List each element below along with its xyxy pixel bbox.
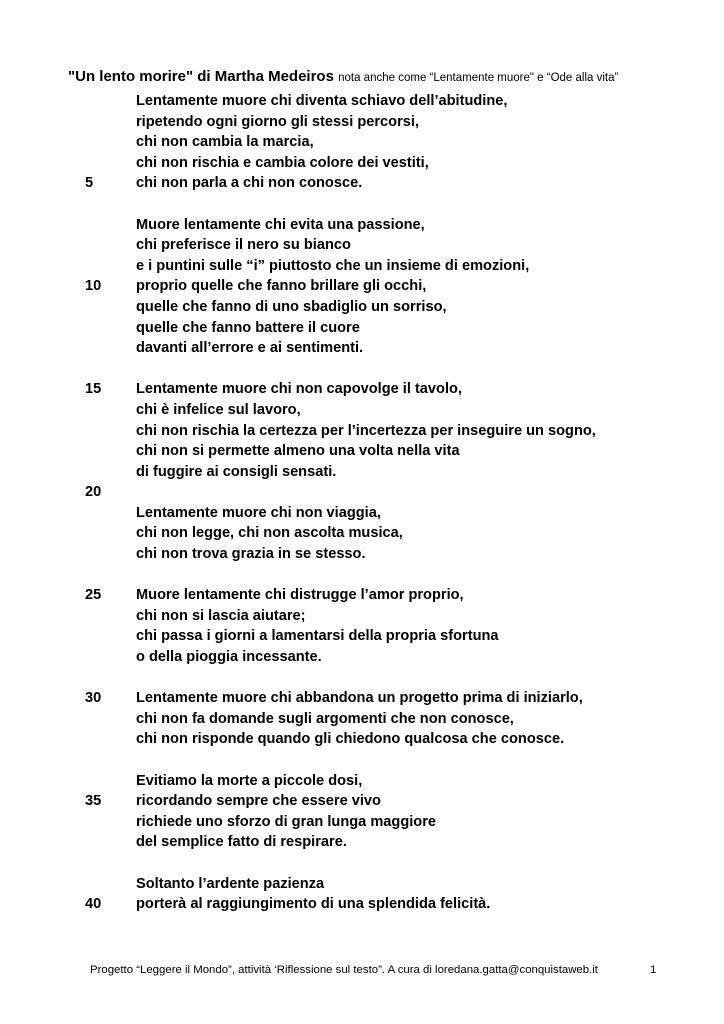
poem-line <box>0 668 724 689</box>
poem-line <box>0 338 724 359</box>
poem-line <box>0 112 724 133</box>
poem-line <box>0 565 724 586</box>
line-text: chi preferisce il nero su bianco <box>136 237 351 254</box>
poem-line <box>0 276 724 297</box>
line-text: quelle che fanno battere il cuore <box>136 319 360 336</box>
line-text: ripetendo ogni giorno gli stessi percorsi, <box>136 113 419 130</box>
footer-text: Progetto “Leggere il Mondo”, attività ‘Riflessione sul testo”. A cura di loredana.gatta@conquistaweb.it <box>90 964 598 976</box>
line-text: chi passa i giorni a lamentarsi della propria sfortuna <box>136 628 499 645</box>
poem-line <box>0 359 724 380</box>
poem-line <box>0 812 724 833</box>
document-title <box>68 68 708 85</box>
poem-line <box>0 235 724 256</box>
line-number: 25 <box>85 587 102 604</box>
line-text: Lentamente muore chi diventa schiavo dell’abitudine, <box>136 93 508 109</box>
line-number: 30 <box>85 690 102 707</box>
poem-line <box>0 379 724 400</box>
poem-line <box>0 482 724 503</box>
line-text: chi non fa domande sugli argomenti che non conosce, <box>136 710 514 727</box>
poem-line <box>0 585 724 606</box>
poem-line <box>0 523 724 544</box>
line-text: chi non si permette almeno una volta nella vita <box>136 443 460 460</box>
line-text: e i puntini sulle “i” piuttosto che un insieme di emozioni, <box>136 257 530 274</box>
poem-line <box>0 606 724 627</box>
line-text: del semplice fatto di respirare. <box>136 834 347 851</box>
page-footer <box>90 964 690 976</box>
title-note: nota anche come “Lentamente muore" e “Ode alla vita” <box>338 72 619 84</box>
line-text: porterà al raggiungimento di una splendida felicità. <box>136 896 491 913</box>
line-number: 20 <box>85 484 102 501</box>
poem-title: "Un lento morire" di Martha Medeiros <box>68 68 334 85</box>
poem-line <box>0 132 724 153</box>
poem-line <box>0 173 724 194</box>
poem-line <box>0 215 724 236</box>
poem-line <box>0 874 724 895</box>
poem-line <box>0 256 724 277</box>
poem-line <box>0 832 724 853</box>
poem-line <box>0 400 724 421</box>
line-text: chi non si lascia aiutare; <box>136 607 306 624</box>
line-text: chi non risponde quando gli chiedono qualcosa che conosce. <box>136 731 565 748</box>
poem-line <box>0 647 724 668</box>
line-text: chi non legge, chi non ascolta musica, <box>136 525 403 542</box>
poem-line <box>0 297 724 318</box>
line-number: 15 <box>85 381 102 398</box>
line-text: chi è infelice sul lavoro, <box>136 401 301 418</box>
line-text: Muore lentamente chi distrugge l’amor proprio, <box>136 587 464 604</box>
line-text: chi non parla a chi non conosce. <box>136 175 363 192</box>
poem-line <box>0 318 724 339</box>
poem-line <box>0 503 724 524</box>
poem-line <box>0 709 724 730</box>
poem-line <box>0 894 724 915</box>
line-text: Lentamente muore chi abbandona un progetto prima di iniziarlo, <box>136 690 583 707</box>
line-text: chi non rischia la certezza per l’incertezza per inseguire un sogno, <box>136 422 596 439</box>
poem-line <box>0 626 724 647</box>
line-text: Lentamente muore chi non capovolge il tavolo, <box>136 381 462 398</box>
poem-line <box>0 729 724 750</box>
line-number: 5 <box>85 175 94 192</box>
page-number: 1 <box>650 964 657 976</box>
poem-line <box>0 750 724 771</box>
poem-line <box>0 462 724 483</box>
line-number: 10 <box>85 278 102 295</box>
line-text: chi non cambia la marcia, <box>136 134 314 151</box>
line-text: Soltanto l’ardente pazienza <box>136 875 325 892</box>
poem-line <box>0 853 724 874</box>
line-text: quelle che fanno di uno sbadiglio un sorriso, <box>136 298 447 315</box>
line-text: o della pioggia incessante. <box>136 649 322 666</box>
poem-line <box>0 441 724 462</box>
poem-line <box>0 153 724 174</box>
line-text: chi non rischia e cambia colore dei vestiti, <box>136 154 429 171</box>
poem-line <box>0 544 724 565</box>
line-number: 40 <box>85 896 102 913</box>
line-text: richiede uno sforzo di gran lunga maggiore <box>136 813 437 830</box>
line-text: ricordando sempre che essere vivo <box>136 793 381 810</box>
line-text: proprio quelle che fanno brillare gli occhi, <box>136 278 427 295</box>
poem-line <box>0 771 724 792</box>
line-text: Muore lentamente chi evita una passione, <box>136 216 425 233</box>
poem-body <box>0 91 724 915</box>
line-text: davanti all’errore e ai sentimenti. <box>136 340 364 357</box>
poem-line <box>0 791 724 812</box>
poem-line <box>0 91 724 112</box>
line-text: di fuggire ai consigli sensati. <box>136 463 337 480</box>
poem-line <box>0 688 724 709</box>
poem-line <box>0 194 724 215</box>
line-text: Lentamente muore chi non viaggia, <box>136 504 381 521</box>
poem-line <box>0 421 724 442</box>
line-number: 35 <box>85 793 102 810</box>
line-text: chi non trova grazia in se stesso. <box>136 546 366 563</box>
line-text: Evitiamo la morte a piccole dosi, <box>136 772 363 789</box>
